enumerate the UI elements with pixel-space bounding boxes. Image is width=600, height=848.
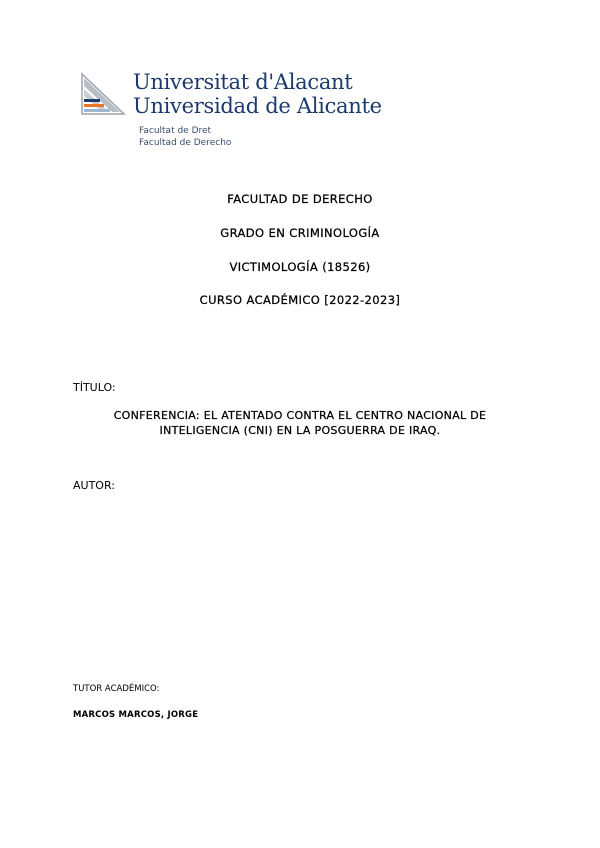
work-title-line-1: CONFERENCIA: EL ATENTADO CONTRA EL CENTRO NACIONAL DE bbox=[113, 409, 487, 422]
university-logo bbox=[80, 70, 380, 160]
logo-name-valencian: Universitat d'Alacant bbox=[133, 70, 353, 94]
work-title-line-2: INTELIGENCIA (CNI) EN LA POSGUERRA DE IRAQ. bbox=[159, 424, 441, 437]
course-heading: CURSO ACADÉMICO [2022-2023] bbox=[199, 293, 401, 307]
tutor-name: MARCOS MARCOS, JORGE bbox=[73, 710, 199, 720]
logo-faculty-valencian: Facultat de Dret bbox=[139, 126, 212, 136]
author-label: AUTOR: bbox=[73, 479, 115, 492]
work-title bbox=[70, 408, 530, 438]
faculty-heading: FACULTAD DE DERECHO bbox=[227, 192, 373, 206]
logo-name-spanish: Universidad de Alicante bbox=[133, 94, 382, 118]
university-emblem-icon bbox=[80, 72, 126, 116]
logo-faculty-spanish: Facultad de Derecho bbox=[139, 138, 232, 148]
tutor-label: TUTOR ACADÉMICO: bbox=[73, 684, 160, 694]
title-label: TÍTULO: bbox=[73, 381, 116, 394]
subject-heading: VICTIMOLOGÍA (18526) bbox=[229, 260, 371, 274]
degree-heading: GRADO EN CRIMINOLOGÍA bbox=[220, 226, 380, 240]
